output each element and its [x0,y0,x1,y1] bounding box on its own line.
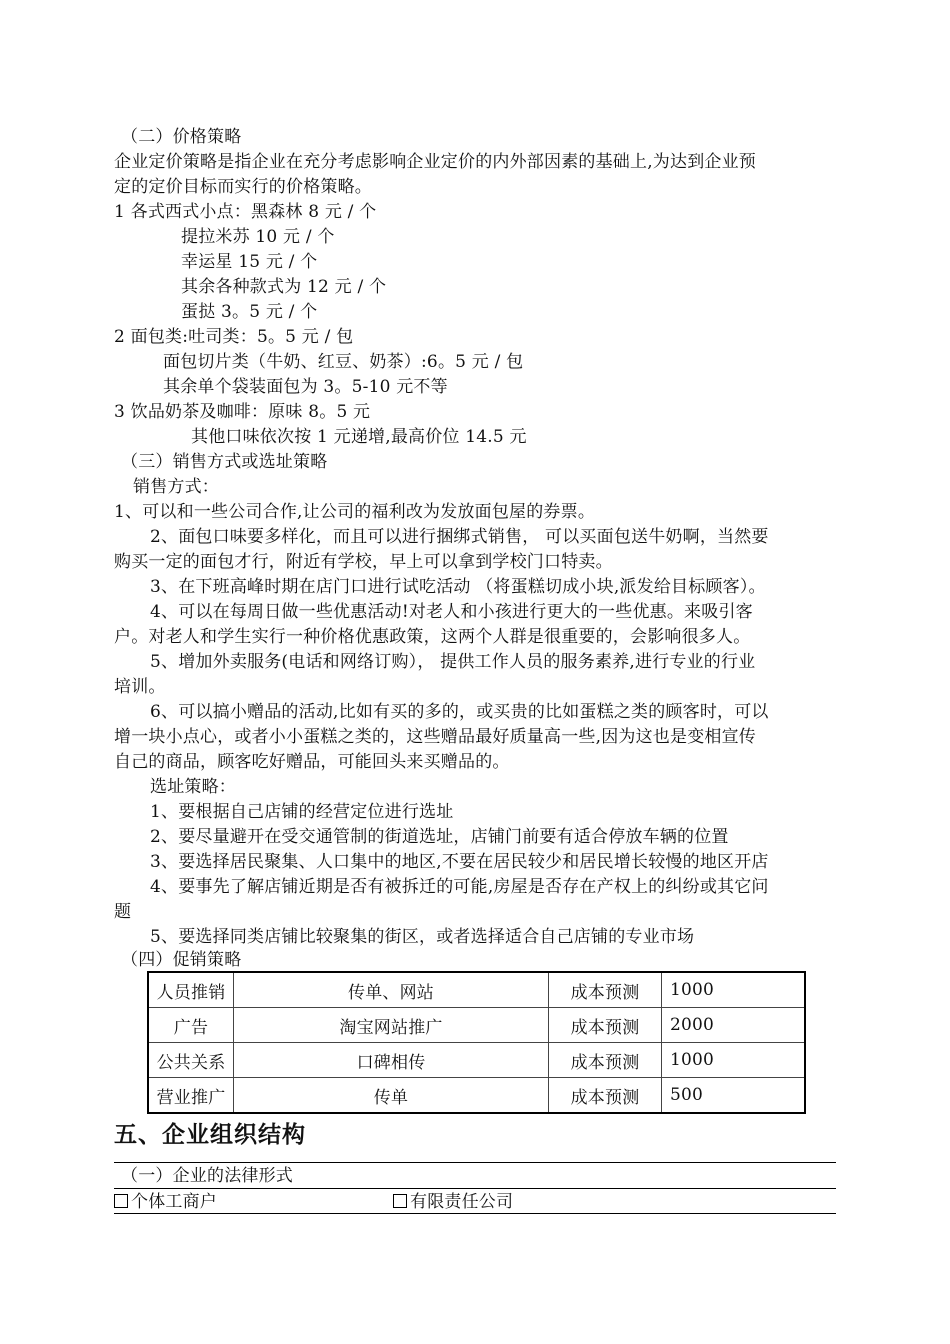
divider [114,1213,836,1214]
promo-type-cell: 营业推广 [148,1078,234,1114]
site-item-1: 1、要根据自己店铺的经营定位进行选址 [150,802,454,822]
sales-method-4b: 户。对老人和学生实行一种价格优惠政策，这两个人群是很重要的，会影响很多人。 [114,627,751,647]
sales-method-1: 1、可以和一些公司合作,让公司的福利改为发放面包屋的券票。 [114,502,596,522]
price-item-3: 3 饮品奶茶及咖啡：原味 8。5 元 [114,402,371,422]
price-intro-line-2: 定的定价目标而实行的价格策略。 [114,177,372,197]
promo-channel-cell: 传单、网站 [234,972,549,1008]
promo-type-cell: 广告 [148,1008,234,1043]
sales-method-2a: 2、面包口味要多样化，而且可以进行捆绑式销售， 可以买面包送牛奶啊，当然要 [150,527,769,547]
checkbox-icon[interactable] [393,1194,407,1208]
site-item-2: 2、要尽量避开在受交通管制的街道选址，店铺门前要有适合停放车辆的位置 [150,827,729,847]
promo-type-cell: 公共关系 [148,1043,234,1078]
promo-strategy-heading: （四）促销策略 [121,950,242,970]
option-label: 有限责任公司 [410,1192,514,1212]
site-item-3: 3、要选择居民聚集、人口集中的地区,不要在居民较少和居民增长较慢的地区开店 [150,852,769,872]
site-item-5: 5、要选择同类店铺比较聚集的街区，或者选择适合自己店铺的专业市场 [150,927,695,947]
legal-form-heading: （一）企业的法律形式 [121,1166,293,1186]
cost-label-cell: 成本预测 [549,1078,662,1114]
sales-method-5a: 5、增加外卖服务(电话和网络订购）， 提供工作人员的服务素养,进行专业的行业 [150,652,756,672]
site-item-4b: 题 [114,902,132,922]
price-strategy-heading: （二）价格策略 [121,127,242,147]
cost-label-cell: 成本预测 [549,972,662,1008]
section-title-org-structure: 五、企业组织结构 [114,1122,306,1148]
table-row [148,1043,805,1078]
sales-method-6a: 6、可以搞小赠品的活动,比如有买的多的，或买贵的比如蛋糕之类的顾客时，可以 [150,702,769,722]
option-sole-proprietor[interactable] [114,1190,217,1214]
promo-channel-cell: 淘宝网站推广 [234,1008,549,1043]
checkbox-icon[interactable] [114,1194,128,1208]
price-item-1e: 蛋挞 3。5 元 / 个 [181,302,318,322]
price-item-1c: 幸运星 15 元 / 个 [181,252,318,272]
price-item-2b: 面包切片类（牛奶、红豆、奶茶）:6。5 元 / 包 [163,352,524,372]
promotion-table [147,971,806,1114]
table-row [148,1008,805,1043]
promo-channel-cell: 口碑相传 [234,1043,549,1078]
cost-value-cell: 1000 [662,1043,806,1078]
price-item-2c: 其余单个袋装面包为 3。5-10 元不等 [163,377,448,397]
cost-label-cell: 成本预测 [549,1043,662,1078]
cost-label-cell: 成本预测 [549,1008,662,1043]
cost-value-cell: 2000 [662,1008,806,1043]
promo-channel-cell: 传单 [234,1078,549,1114]
sales-method-5b: 培训。 [114,677,166,697]
site-item-4a: 4、要事先了解店铺近期是否有被拆迁的可能,房屋是否存在产权上的纠纷或其它问 [150,877,769,897]
sales-method-3: 3、在下班高峰时期在店门口进行试吃活动 （将蛋糕切成小块,派发给目标顾客）。 [150,577,766,597]
table-row [148,1078,805,1114]
option-limited-company[interactable] [393,1190,513,1214]
promo-type-cell: 人员推销 [148,972,234,1008]
price-intro-line-1: 企业定价策略是指企业在充分考虑影响企业定价的内外部因素的基础上,为达到企业预 [114,152,757,172]
divider [114,1162,836,1163]
price-item-1b: 提拉米苏 10 元 / 个 [181,227,335,247]
sales-strategy-heading: （三）销售方式或选址策略 [121,452,328,472]
price-item-1: 1 各式西式小点：黑森林 8 元 / 个 [114,202,377,222]
price-item-3b: 其他口味依次按 1 元递增,最高价位 14.5 元 [191,427,527,447]
divider [114,1188,836,1189]
sales-method-2b: 购买一定的面包才行，附近有学校，早上可以拿到学校门口特卖。 [114,552,613,572]
sales-method-4a: 4、可以在每周日做一些优惠活动!对老人和小孩进行更大的一些优惠。来吸引客 [150,602,753,622]
price-item-2: 2 面包类:吐司类：5。5 元 / 包 [114,327,354,347]
price-item-1d: 其余各种款式为 12 元 / 个 [181,277,387,297]
cost-value-cell: 500 [662,1078,806,1114]
table-row [148,972,805,1008]
cost-value-cell: 1000 [662,972,806,1008]
sales-method-6b: 增一块小点心，或者小小蛋糕之类的，这些赠品最好质量高一些,因为这也是变相宣传 [114,727,757,747]
sales-method-6c: 自己的商品，顾客吃好赠品，可能回头来买赠品的。 [114,752,510,772]
option-label: 个体工商户 [131,1192,217,1212]
site-strategy-label: 选址策略： [150,777,236,797]
sales-method-label: 销售方式： [133,477,219,497]
